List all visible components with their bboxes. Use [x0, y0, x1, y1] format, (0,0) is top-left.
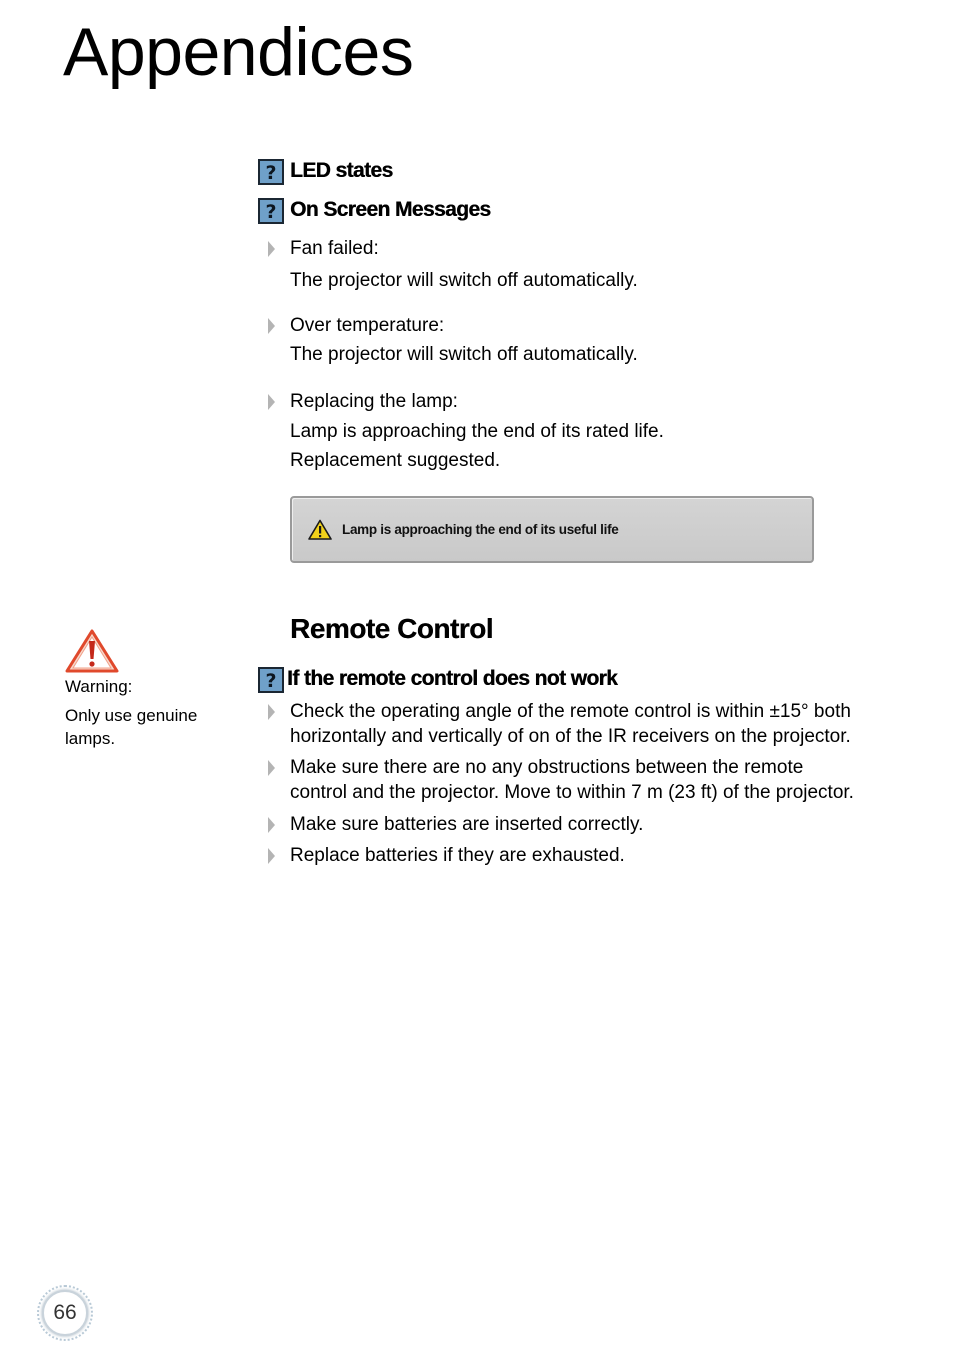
remote-tip: Make sure batteries are inserted correctly.	[290, 814, 644, 835]
message-description: Replacement suggested.	[290, 450, 501, 471]
warning-triangle-icon	[308, 519, 332, 545]
osd-message-text: Lamp is approaching the end of its useful life	[342, 522, 619, 537]
remote-tip: control and the projector. Move to within 7 m (23 ft) of the projector.	[290, 782, 854, 803]
remote-tip: Check the operating angle of the remote control is within ±15° both	[290, 701, 851, 722]
osd-lamp-message	[290, 496, 814, 563]
on-screen-messages-heading: On Screen Messages	[290, 198, 491, 221]
bullet-arrow-icon	[268, 817, 275, 833]
message-description: The projector will switch off automatically.	[290, 344, 638, 365]
led-states-heading: LED states	[290, 159, 393, 182]
message-label: Over temperature:	[290, 315, 445, 336]
message-label: Replacing the lamp:	[290, 391, 458, 412]
message-label: Fan failed:	[290, 238, 379, 259]
question-icon	[258, 667, 284, 693]
bullet-arrow-icon	[268, 318, 275, 334]
svg-text:?: ?	[265, 201, 277, 221]
page-number: 66	[42, 1290, 88, 1336]
warning-text: lamps.	[65, 729, 116, 748]
bullet-arrow-icon	[268, 704, 275, 720]
message-description: The projector will switch off automatically.	[290, 270, 638, 291]
question-icon	[258, 198, 284, 224]
remote-tip: horizontally and vertically of on of the IR receivers on the projector.	[290, 726, 851, 747]
svg-text:?: ?	[265, 162, 277, 182]
remote-tip: Replace batteries if they are exhausted.	[290, 845, 625, 866]
bullet-arrow-icon	[268, 848, 275, 864]
remote-tip: Make sure there are no any obstructions between the remote	[290, 757, 804, 778]
remote-troubleshoot-heading: If the remote control does not work	[287, 667, 618, 690]
warning-text: Only use genuine	[65, 706, 198, 725]
remote-control-title: Remote Control	[290, 613, 493, 644]
message-description: Lamp is approaching the end of its rated life.	[290, 421, 664, 442]
page-number-badge	[37, 1285, 93, 1341]
warning-icon	[64, 628, 120, 679]
question-icon	[258, 159, 284, 185]
page-title: Appendices	[63, 14, 414, 90]
bullet-arrow-icon	[268, 241, 275, 257]
bullet-arrow-icon	[268, 394, 275, 410]
bullet-arrow-icon	[268, 760, 275, 776]
svg-text:?: ?	[265, 670, 277, 690]
warning-label: Warning:	[65, 677, 133, 696]
